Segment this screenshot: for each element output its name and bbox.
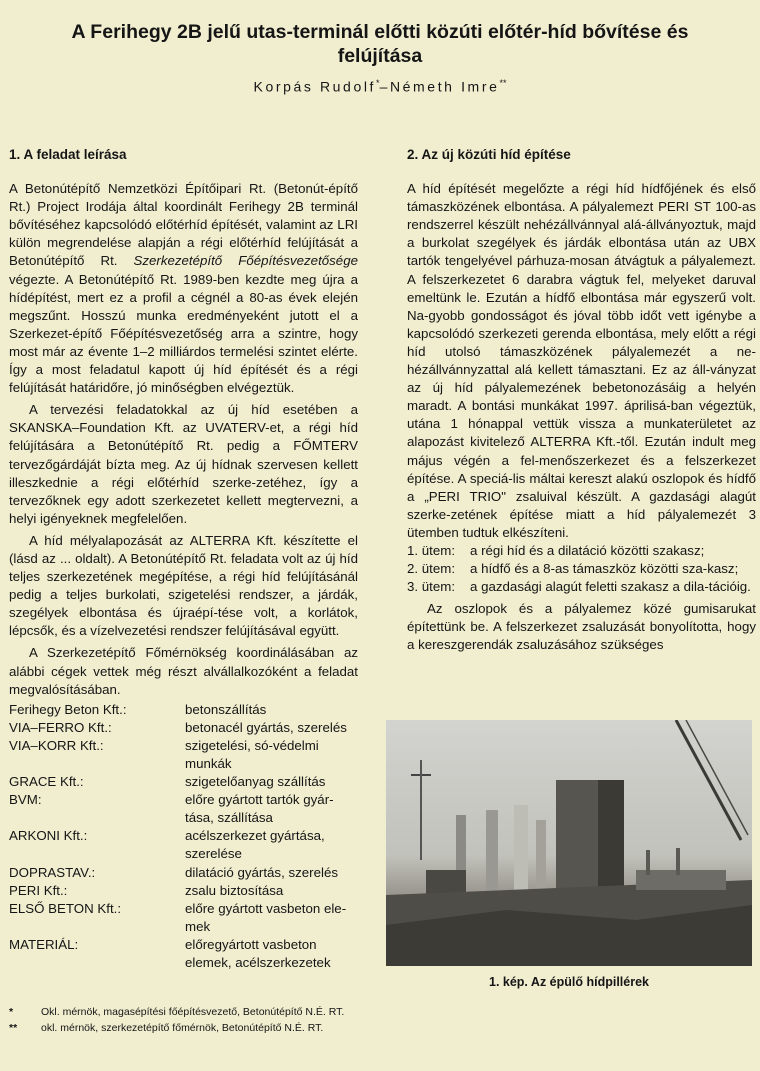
- phase-text: a hídfő és a 8-as támaszköz közötti sza-kasz;: [470, 561, 739, 577]
- firm-name: GRACE Kft.:: [9, 774, 84, 790]
- firm-name: VIA–FERRO Kft.:: [9, 719, 112, 735]
- phase-text: a gazdasági alagút feletti szakasz a dila-tációig.: [470, 579, 751, 595]
- firm-name: ELSŐ BETON Kft.:: [9, 900, 122, 916]
- footnote-mark: *: [9, 1006, 14, 1018]
- firm-name: Ferihegy Beton Kft.:: [9, 701, 127, 717]
- italic-dept-name: Szerkezetépítő Főépítésvezetősége: [133, 253, 358, 269]
- bridge-piers-image: [386, 720, 752, 966]
- firm-name: VIA–KORR Kft.:: [9, 737, 104, 753]
- paragraph-text: A Betonútépítő Nemzetközi Építőipari Rt. (Betonút-építő Rt.) Project Irodája által koordinált Ferihegy 2B terminál bővítéséhez kapcsolódó előtérhíd építését, valamint az LRI külön megrendelése alapján a régi előtérhíd felújítását a Betonútépítő Rt.: [9, 181, 358, 269]
- paragraph: Az oszlopok és a pályalemez közé gumisarukat építettünk be. A felszerkezet zsaluzását bonyolította, hogy a kereszgerendák zsaluzásához szükséges: [407, 601, 756, 653]
- author-2: Németh Imre: [389, 78, 500, 95]
- subcontractor-list: [9, 701, 358, 972]
- right-column: [407, 146, 756, 655]
- footnote: [9, 1022, 323, 1034]
- author-1: Korpás Rudolf: [253, 78, 377, 95]
- firm-role: zsalu biztosítása: [185, 882, 284, 898]
- paragraph: [9, 180, 358, 397]
- phase-number: 2. ütem:: [407, 561, 456, 577]
- paragraph: A Szerkezetépítő Főmérnökség koordinálásában az alábbi cégek vettek még részt alvállalkozóként a feladat megvalósításában.: [9, 645, 358, 697]
- list-item: [9, 882, 358, 900]
- list-item: [9, 719, 358, 737]
- firm-name: BVM:: [9, 792, 42, 808]
- author-2-mark: **: [499, 78, 507, 88]
- paragraph: A híd építését megelőzte a régi híd hídfőjének és első támaszközének elbontása. A pályalemezt PERI ST 100-as rendszerrel készült nehézállvánnyal alá-állványoztuk, majd a burkolat szegélyek és járdák elbontása után az UBX tartók tengelyével párhuza-mosan átvágtuk a pályalemezt. A felszerkezetet 6 darabra vágtuk fel, melyeket daruval emeltünk le. Ezután a hídfő elbontása már egyszerű volt. Na-gyobb gondosságot és jóval több időt vett igénybe a kapcsolódó szerkezeti gerenda elbontása, mely előtt a régi híd utolsó támaszközének pályalemezét a ne-hézállvánnyzattal alá kellett támasztani. Ez az áll-ványzat az új híd pályalemezének bebetonozásáig a helyén maradt. A bontási munkákat 1997. áprilisá-ban végeztük, utána 1 hónappal vettük vissza a munkaterületet az alapozást kivitelező ALTERRA Kft.-től. Ezután indult meg május végén a fel-menőszerkezet és a felszerkezet építése. A speciá-lis máltai kereszt alakú oszlopok és hídfő a „PERI TRIO" zsaluival készült. A gazdasági alagút szerke-zetének építése miatt a híd pályalemezét 3 ütemben tudtuk elkészíteni.: [407, 181, 756, 540]
- list-item: [9, 701, 358, 719]
- list-item: [9, 737, 358, 773]
- firm-role: előregyártott vasbeton elemek, acélszerkezetek: [185, 936, 331, 971]
- list-item: [9, 900, 358, 936]
- phase-text: a régi híd és a dilatáció közötti szakasz;: [470, 542, 705, 558]
- section-heading-2: 2. Az új közúti híd építése: [407, 147, 571, 162]
- author-separator: –: [379, 78, 390, 95]
- photo-caption: 1. kép. Az épülő hídpillérek: [489, 975, 649, 989]
- firm-role: dilatáció gyártás, szerelés: [185, 864, 338, 880]
- footnote-text: Okl. mérnök, magasépítési főépítésvezető, Betonútépítő N.É. RT.: [41, 1006, 345, 1018]
- firm-name: MATERIÁL:: [9, 936, 79, 952]
- firm-name: PERI Kft.:: [9, 882, 68, 898]
- firm-role: előre gyártott vasbeton ele-mek: [185, 900, 347, 934]
- footnote: [9, 1006, 344, 1018]
- list-item: [9, 773, 358, 791]
- firm-role: szigetelési, só-védelmi munkák: [185, 737, 319, 771]
- left-column: [9, 146, 358, 972]
- firm-name: ARKONI Kft.:: [9, 828, 88, 844]
- paragraph: A tervezési feladatokkal az új híd esetében a SKANSKA–Foundation Kft. az UVATERV-et, a régi híd felújítására a Betonútépítő Rt. pedig a FŐMTERV tervezőgárdáját bízta meg. Az új hídnak szervesen kellett illeszkednie a régi előtérhíd szerke-zetéhez, így a tervezőknek egy adott szerkezetet kellett megtervezni, a helyi igényeknek megfelelően.: [9, 402, 358, 526]
- section-heading-1: 1. A feladat leírása: [9, 147, 127, 162]
- list-item: [9, 936, 358, 972]
- article-title: A Ferihegy 2B jelű utas-terminál előtti közúti előtér-híd bővítése és felújítása: [71, 21, 689, 67]
- list-item: [407, 542, 756, 560]
- author-line: [0, 78, 760, 95]
- firm-role: szigetelőanyag szállítás: [185, 774, 326, 790]
- footnote-text: okl. mérnök, szerkezetépítő főmérnök, Betonútépítő N.É. RT.: [41, 1022, 324, 1034]
- list-item: [407, 560, 756, 578]
- paragraph: A híd mélyalapozását az ALTERRA Kft. készítette el (lásd az ... oldalt). A Betonútépítő Rt. feladata volt az új híd teljes szerkezetének megépítése, a régi híd felújításánál pedig a teljes burkolati, szigetelési rendszer, a járdák, szegélyek elbontása és újraépí-tése volt, a korlátok, lépcsők, és a vízelvezetési rendszer felújításával együtt.: [9, 532, 358, 639]
- list-item: [407, 578, 756, 596]
- footnote-mark: **: [9, 1022, 18, 1034]
- construction-photo: [386, 720, 752, 966]
- firm-role: előre gyártott tartók gyár-tása, szállítása: [185, 792, 334, 826]
- phase-number: 1. ütem:: [407, 542, 456, 558]
- firm-role: acélszerkezet gyártása, szerelése: [185, 828, 325, 862]
- firm-role: betonacél gyártás, szerelés: [185, 719, 347, 735]
- list-item: [9, 864, 358, 882]
- phase-list: [407, 542, 756, 596]
- firm-role: betonszállítás: [185, 701, 267, 717]
- author-1-mark: *: [376, 78, 380, 88]
- paragraph-text: végezte. A Betonútépítő Rt. 1989-ben kezdte meg újra a hídépítést, mert ez a profil a cégnél a 80-as évek elején megszűnt. Hosszú munka eredményeként jutott el a Szerkezet-építő Főépítésvezetőség arra a szintre, hogy most már az évente 1–2 milliárdos termelési szintet elérte. Így a most feladatul kapott új híd építését és a régi felújítását határidőre, jó minőségben elvégeztük.: [9, 271, 358, 396]
- list-item: [9, 827, 358, 863]
- firm-name: DOPRASTAV.:: [9, 864, 96, 880]
- list-item: [9, 791, 358, 827]
- phase-number: 3. ütem:: [407, 579, 456, 595]
